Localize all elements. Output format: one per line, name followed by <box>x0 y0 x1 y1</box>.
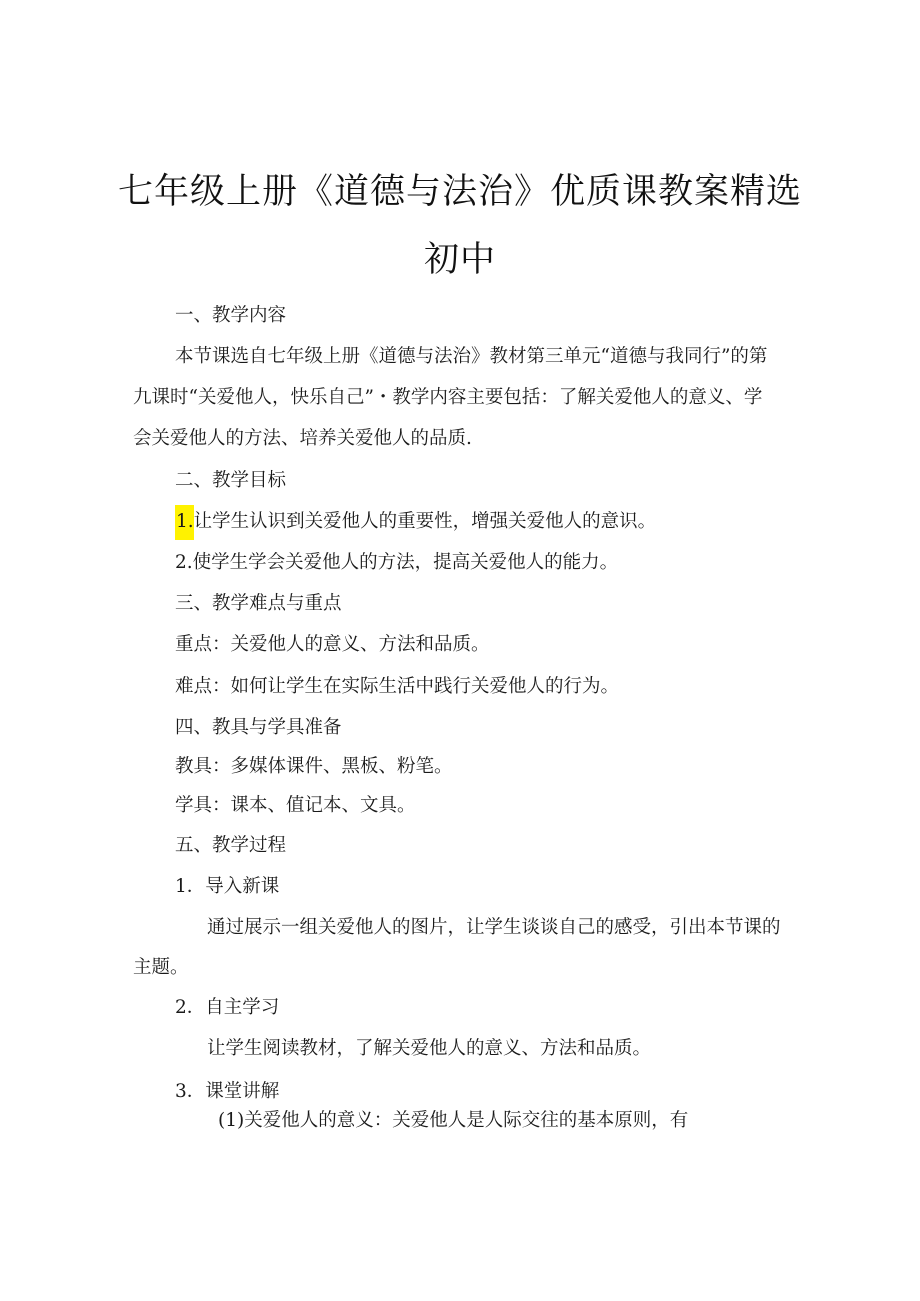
student-tools: 学具：课本、值记本、文具。 <box>175 795 416 816</box>
paragraph-line: (1)关爱他人的意义：关爱他人是人际交往的基本原则，有 <box>218 1110 689 1131</box>
key-point: 重点：关爱他人的意义、方法和品质。 <box>175 634 490 655</box>
paragraph-line: 让学生阅读教材，了解关爱他人的意义、方法和品质。 <box>207 1038 652 1059</box>
paragraph-line: 本节课选自七年级上册《道德与法治》教材第三单元“道德与我同行”的第 <box>175 346 768 367</box>
section-heading-content: 一、教学内容 <box>175 305 287 326</box>
goal-text: 让学生认识到关爱他人的重要性，增强关爱他人的意识。 <box>193 511 657 532</box>
document-subtitle: 初中 <box>423 240 496 280</box>
teacher-tools: 教具：多媒体课件、黑板、粉笔。 <box>175 756 453 777</box>
section-heading-goals: 二、教学目标 <box>175 470 287 491</box>
difficult-point: 难点：如何让学生在实际生活中践行关爱他人的行为。 <box>175 676 620 697</box>
highlighted-number: 1. <box>175 505 194 540</box>
paragraph-line: 通过展示一组关爱他人的图片，让学生谈谈自己的感受，引出本节课的 <box>207 917 781 938</box>
goal-item-1 <box>175 507 656 533</box>
section-heading-key-points: 三、教学难点与重点 <box>175 593 342 614</box>
section-heading-process: 五、教学过程 <box>175 835 287 856</box>
goal-item-2: 2.使学生学会关爱他人的方法，提高关爱他人的能力。 <box>175 552 619 573</box>
paragraph-line: 九课时“关爱他人，快乐自己”・教学内容主要包括：了解关爱他人的意义、学 <box>133 387 763 408</box>
step-heading-1: 1．导入新课 <box>175 876 280 897</box>
paragraph-line: 主题。 <box>133 957 189 978</box>
document-title: 七年级上册《道德与法治》优质课教案精选 <box>117 172 802 212</box>
section-heading-materials: 四、教具与学具准备 <box>175 717 342 738</box>
step-heading-2: 2．自主学习 <box>175 997 280 1018</box>
paragraph-line: 会关爱他人的方法、培养关爱他人的品质. <box>133 428 472 449</box>
step-heading-3: 3．课堂讲解 <box>175 1081 280 1102</box>
